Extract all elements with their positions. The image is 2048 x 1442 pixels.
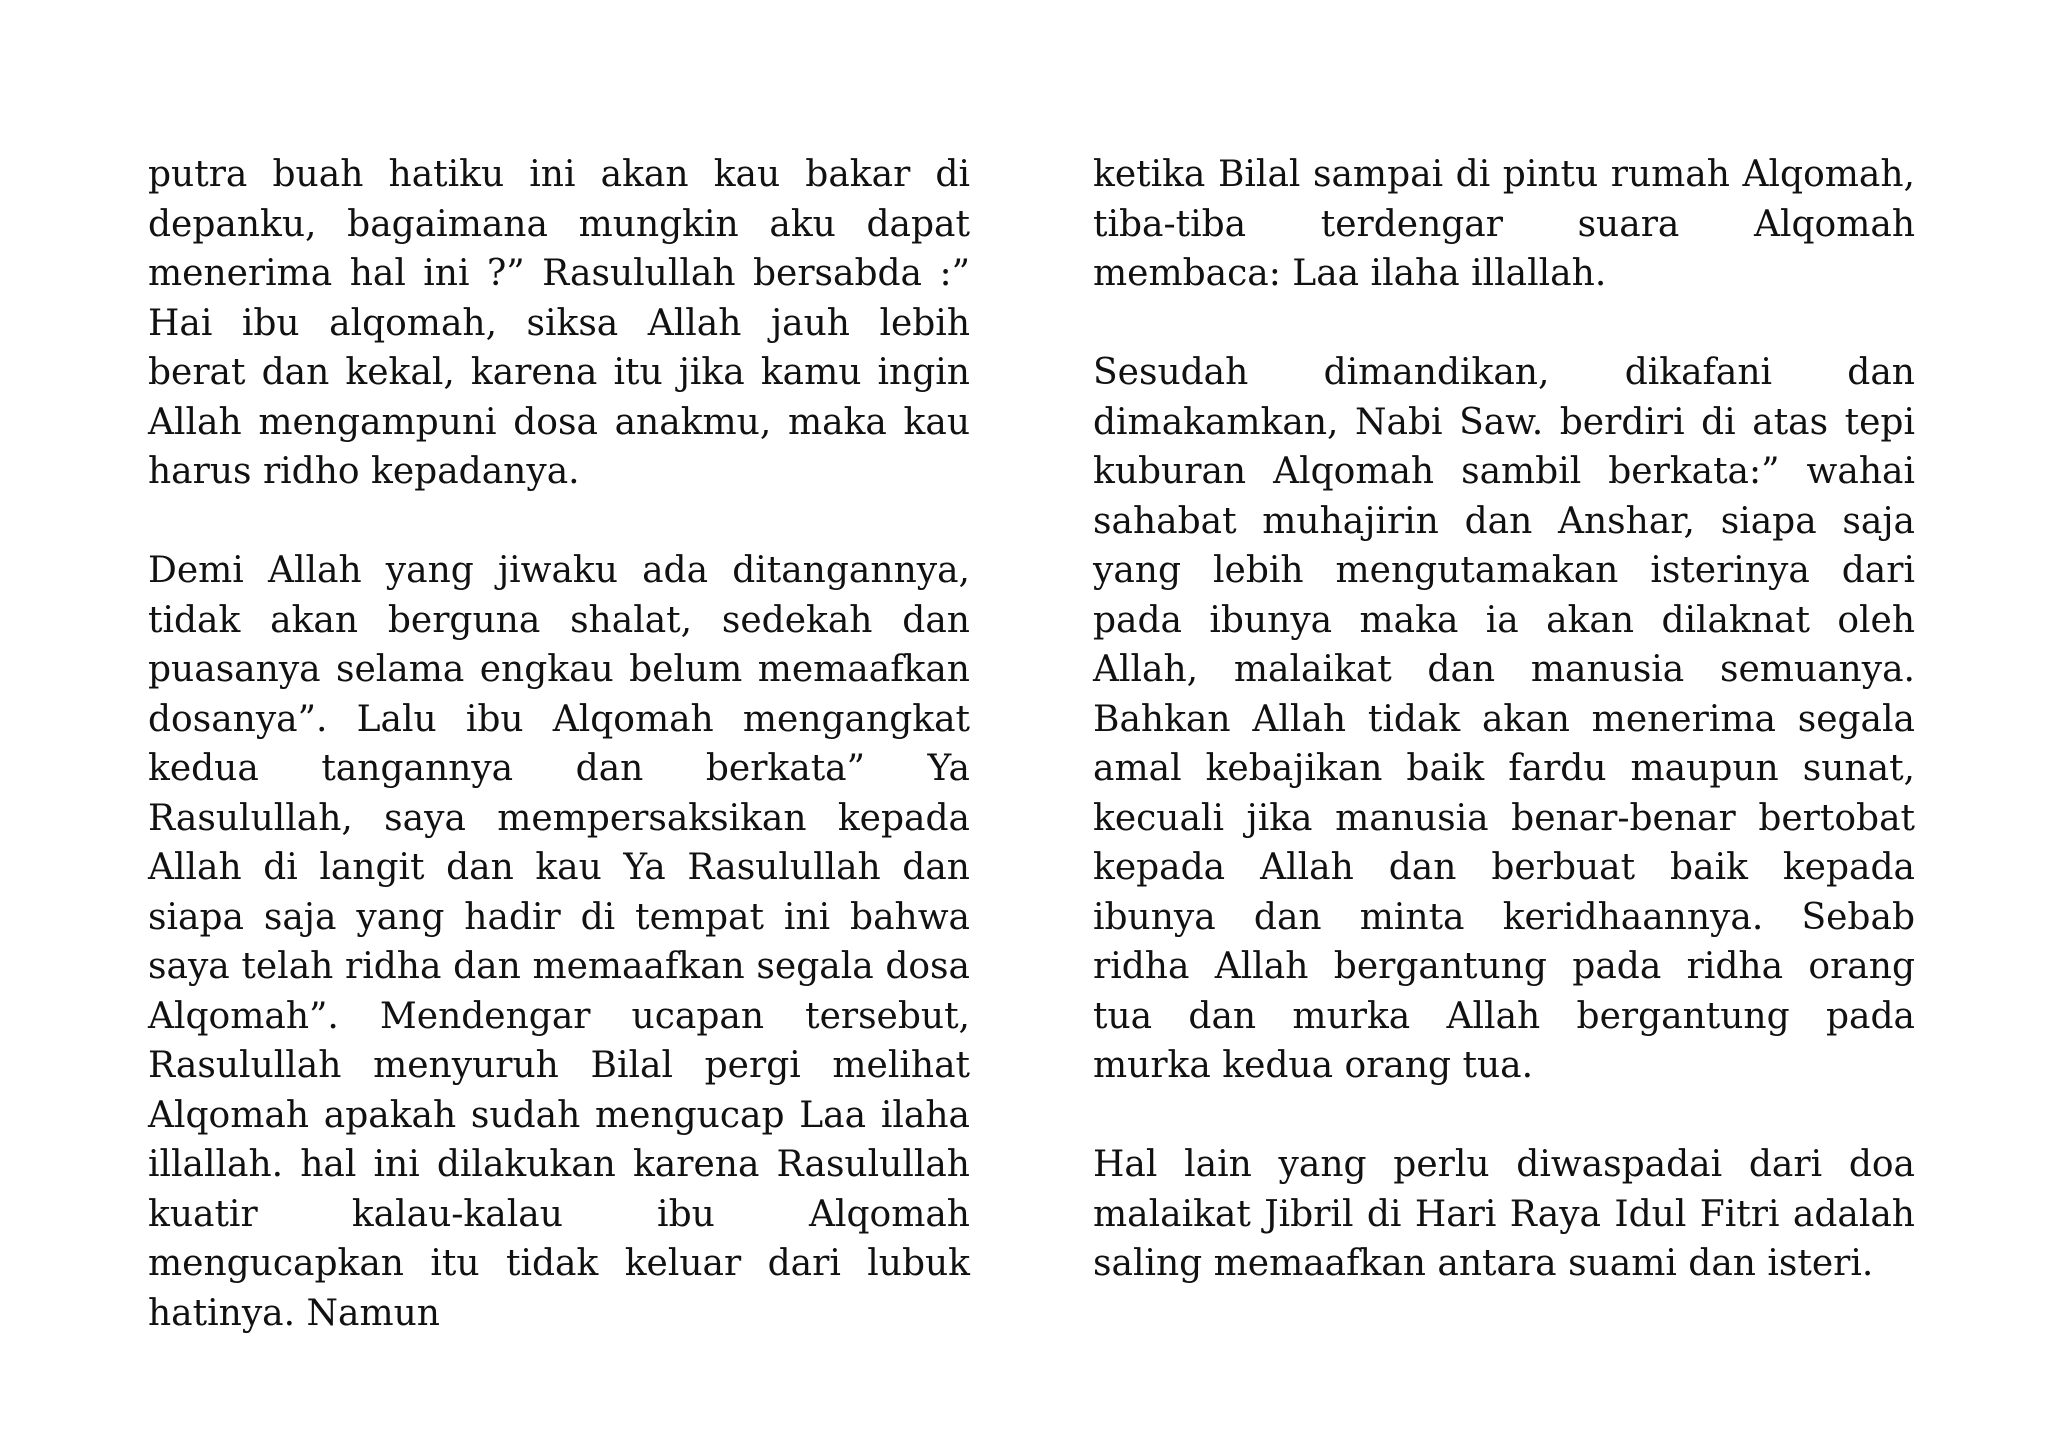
paragraph: ketika Bilal sampai di pintu rumah Alqomah, tiba-tiba terdengar suara Alqomah membaca: Laa ilaha illallah. <box>1093 154 1915 294</box>
paragraph: Hal lain yang perlu diwaspadai dari doa malaikat Jibril di Hari Raya Idul Fitri adalah saling memaafkan antara suami dan isteri. <box>1093 1144 1915 1284</box>
paragraph: Demi Allah yang jiwaku ada ditangannya, tidak akan berguna shalat, sedekah dan puasanya selama engkau belum memaafkan dosanya”. Lalu ibu Alqomah mengangkat kedua tangannya dan berkata” Ya Rasulullah, saya mempersaksikan kepada Allah di langit dan kau Ya Rasulullah dan siapa saja yang hadir di tempat ini bahwa saya telah ridha dan memaafkan segala dosa Alqomah”. Mendengar ucapan tersebut, Rasulullah menyuruh Bilal pergi melihat Alqomah apakah sudah mengucap Laa ilaha illallah. hal ini dilakukan karena Rasulullah kuatir kalau-kalau ibu Alqomah mengucapkan itu tidak keluar dari lubuk hatinya. Namun <box>148 550 970 1334</box>
left-column <box>148 150 970 1338</box>
paragraph: putra buah hatiku ini akan kau bakar di depanku, bagaimana mungkin aku dapat menerima hal ini ?” Rasulullah bersabda :” Hai ibu alqomah, siksa Allah jauh lebih berat dan kekal, karena itu jika kamu ingin Allah mengampuni dosa anakmu, maka kau harus ridho kepadanya. <box>148 154 970 492</box>
paragraph: Sesudah dimandikan, dikafani dan dimakamkan, Nabi Saw. berdiri di atas tepi kuburan Alqomah sambil berkata:” wahai sahabat muhajirin dan Anshar, siapa saja yang lebih mengutamakan isterinya dari pada ibunya maka ia akan dilaknat oleh Allah, malaikat dan manusia semuanya. Bahkan Allah tidak akan menerima segala amal kebajikan baik fardu maupun sunat, kecuali jika manusia benar-benar bertobat kepada Allah dan berbuat baik kepada ibunya dan minta keridhaannya. Sebab ridha Allah bergantung pada ridha orang tua dan murka Allah bergantung pada murka kedua orang tua. <box>1093 352 1915 1086</box>
right-column <box>1093 150 1915 1289</box>
